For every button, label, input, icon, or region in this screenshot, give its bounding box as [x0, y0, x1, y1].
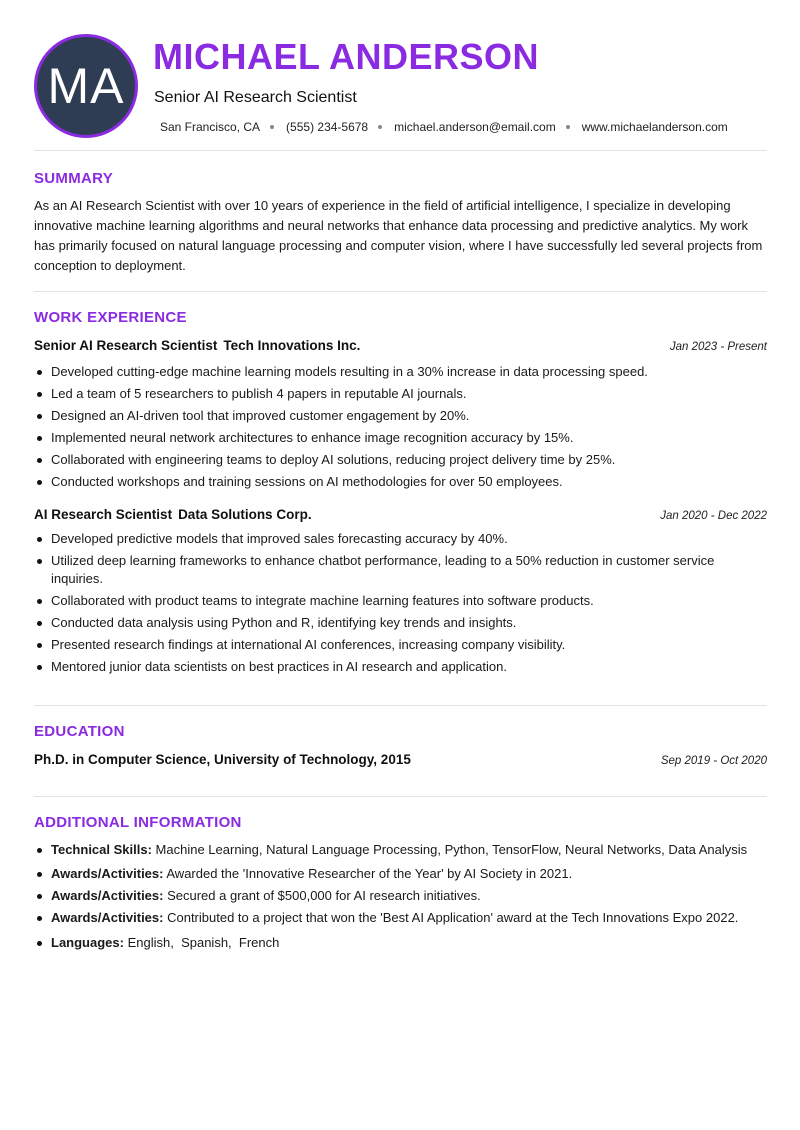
list-item: Collaborated with engineering teams to deploy AI solutions, reducing project delivery time by 25%.: [34, 451, 767, 469]
additional-heading: ADDITIONAL INFORMATION: [34, 814, 242, 831]
list-item: [34, 841, 767, 859]
contact-website[interactable]: www.michaelanderson.com: [581, 120, 728, 134]
education-degree: Ph.D. in Computer Science, University of Technology, 2015: [34, 752, 411, 767]
list-item: Led a team of 5 researchers to publish 4 papers in reputable AI journals.: [34, 385, 767, 403]
item-text: Secured a grant of $500,000 for AI research initiatives.: [167, 888, 481, 903]
list-item: Designed an AI-driven tool that improved customer engagement by 20%.: [34, 407, 767, 425]
list-item: Developed predictive models that improved sales forecasting accuracy by 40%.: [34, 530, 767, 548]
job-bullets: [34, 363, 767, 491]
job-company: Tech Innovations Inc.: [223, 338, 361, 353]
separator-dot: [378, 125, 382, 129]
job-date: Jan 2023 - Present: [669, 341, 767, 353]
list-item: Collaborated with product teams to integrate machine learning features into software products.: [34, 592, 767, 610]
list-item: Conducted data analysis using Python and R, identifying key trends and insights.: [34, 614, 767, 632]
divider: [34, 796, 767, 797]
item-label: Awards/Activities:: [51, 888, 164, 903]
list-item: [34, 865, 767, 883]
job-role: AI Research Scientist: [34, 507, 173, 522]
separator-dot: [566, 125, 570, 129]
list-item: Mentored junior data scientists on best practices in AI research and application.: [34, 658, 767, 676]
job-header: [34, 338, 767, 353]
job-title-line: [34, 338, 360, 353]
list-item: Conducted workshops and training sessions on AI methodologies for over 50 employees.: [34, 473, 767, 491]
contact-location: San Francisco, CA: [160, 120, 261, 134]
contact-line: [160, 120, 728, 134]
contact-phone[interactable]: (555) 234-5678: [286, 120, 369, 134]
avatar: [34, 34, 138, 138]
item-label: Awards/Activities:: [51, 866, 164, 881]
item-label: Technical Skills:: [51, 842, 152, 857]
item-text: Contributed to a project that won the 'Best AI Application' award at the Tech Innovations Expo 2022.: [167, 910, 739, 925]
job-role: Senior AI Research Scientist: [34, 338, 218, 353]
education-entry: [34, 752, 767, 767]
list-item: [34, 909, 767, 927]
experience-heading: WORK EXPERIENCE: [34, 309, 187, 326]
education-heading: EDUCATION: [34, 723, 125, 740]
list-item: Implemented neural network architectures to enhance image recognition accuracy by 15%.: [34, 429, 767, 447]
item-label: Languages:: [51, 935, 124, 950]
additional-list: [34, 841, 767, 952]
item-text: Machine Learning, Natural Language Processing, Python, TensorFlow, Neural Networks, Data Analysis: [155, 842, 748, 857]
job-company: Data Solutions Corp.: [178, 507, 312, 522]
list-item: Utilized deep learning frameworks to enhance chatbot performance, leading to a 50% reduction in customer service inquiries.: [34, 552, 767, 588]
summary-heading: SUMMARY: [34, 170, 114, 187]
item-label: Awards/Activities:: [51, 910, 164, 925]
divider: [34, 291, 767, 292]
list-item: [34, 934, 767, 952]
item-text: Awarded the 'Innovative Researcher of the Year' by AI Society in 2021.: [166, 866, 573, 881]
job-header: [34, 507, 767, 522]
summary-text: As an AI Research Scientist with over 10 years of experience in the field of artificial intelligence, I specialize in developing innovative machine learning algorithms and neural networks that enhance data processing and predictive analytics. My work has primarily focused on natural language processing and computer vision, where I have successfully led several projects from conception to deployment.: [34, 198, 763, 273]
avatar-initials: MA: [47, 58, 125, 114]
contact-email[interactable]: michael.anderson@email.com: [394, 120, 556, 134]
list-item: [34, 887, 767, 905]
job-title-line: [34, 507, 312, 522]
list-item: Developed cutting-edge machine learning models resulting in a 30% increase in data processing speed.: [34, 363, 767, 381]
candidate-title: Senior AI Research Scientist: [154, 89, 357, 106]
separator-dot: [270, 125, 274, 129]
job-date: Jan 2020 - Dec 2022: [660, 510, 767, 522]
list-item: Presented research findings at international AI conferences, increasing company visibility.: [34, 636, 767, 654]
divider: [34, 150, 767, 151]
divider: [34, 705, 767, 706]
candidate-name: MICHAEL ANDERSON: [153, 36, 540, 77]
item-text: English, Spanish, French: [127, 935, 280, 950]
education-date: Sep 2019 - Oct 2020: [660, 755, 767, 767]
job-bullets: [34, 530, 767, 676]
